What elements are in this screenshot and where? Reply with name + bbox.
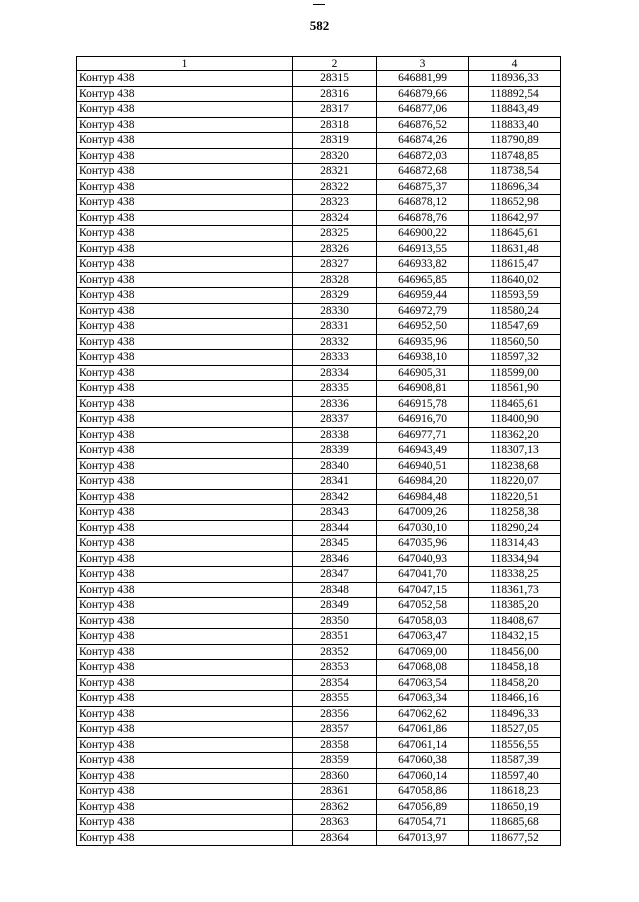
x-coordinate-cell: 646872,03 bbox=[377, 148, 469, 164]
y-coordinate-cell: 118527,05 bbox=[469, 722, 561, 738]
contour-name-cell: Контур 438 bbox=[77, 629, 293, 645]
contour-name-cell: Контур 438 bbox=[77, 551, 293, 567]
point-number-cell: 28323 bbox=[293, 195, 377, 211]
point-number-cell: 28346 bbox=[293, 551, 377, 567]
contour-name-cell: Контур 438 bbox=[77, 365, 293, 381]
y-coordinate-cell: 118560,50 bbox=[469, 334, 561, 350]
y-coordinate-cell: 118561,90 bbox=[469, 381, 561, 397]
y-coordinate-cell: 118650,19 bbox=[469, 799, 561, 815]
point-number-cell: 28345 bbox=[293, 536, 377, 552]
x-coordinate-cell: 647061,14 bbox=[377, 737, 469, 753]
y-coordinate-cell: 118361,73 bbox=[469, 582, 561, 598]
contour-name-cell: Контур 438 bbox=[77, 458, 293, 474]
y-coordinate-cell: 118362,20 bbox=[469, 427, 561, 443]
y-coordinate-cell: 118640,02 bbox=[469, 272, 561, 288]
point-number-cell: 28335 bbox=[293, 381, 377, 397]
contour-name-cell: Контур 438 bbox=[77, 830, 293, 846]
x-coordinate-cell: 647040,93 bbox=[377, 551, 469, 567]
table-row bbox=[77, 319, 561, 335]
contour-name-cell: Контур 438 bbox=[77, 644, 293, 660]
table-row bbox=[77, 195, 561, 211]
x-coordinate-cell: 647063,47 bbox=[377, 629, 469, 645]
point-number-cell: 28325 bbox=[293, 226, 377, 242]
y-coordinate-cell: 118642,97 bbox=[469, 210, 561, 226]
contour-name-cell: Контур 438 bbox=[77, 396, 293, 412]
table-row bbox=[77, 133, 561, 149]
table-row bbox=[77, 567, 561, 583]
y-coordinate-cell: 118338,25 bbox=[469, 567, 561, 583]
y-coordinate-cell: 118556,55 bbox=[469, 737, 561, 753]
y-coordinate-cell: 118593,59 bbox=[469, 288, 561, 304]
contour-name-cell: Контур 438 bbox=[77, 815, 293, 831]
x-coordinate-cell: 646879,66 bbox=[377, 86, 469, 102]
contour-name-cell: Контур 438 bbox=[77, 505, 293, 521]
table-row bbox=[77, 768, 561, 784]
contour-name-cell: Контур 438 bbox=[77, 303, 293, 319]
point-number-cell: 28357 bbox=[293, 722, 377, 738]
y-coordinate-cell: 118496,33 bbox=[469, 706, 561, 722]
point-number-cell: 28353 bbox=[293, 660, 377, 676]
table-row bbox=[77, 102, 561, 118]
table-row bbox=[77, 799, 561, 815]
y-coordinate-cell: 118597,32 bbox=[469, 350, 561, 366]
table-row bbox=[77, 722, 561, 738]
contour-name-cell: Контур 438 bbox=[77, 381, 293, 397]
point-number-cell: 28360 bbox=[293, 768, 377, 784]
table-row bbox=[77, 210, 561, 226]
contour-name-cell: Контур 438 bbox=[77, 334, 293, 350]
contour-name-cell: Контур 438 bbox=[77, 350, 293, 366]
point-number-cell: 28334 bbox=[293, 365, 377, 381]
contour-name-cell: Контур 438 bbox=[77, 164, 293, 180]
x-coordinate-cell: 646908,81 bbox=[377, 381, 469, 397]
x-coordinate-cell: 646965,85 bbox=[377, 272, 469, 288]
contour-name-cell: Контур 438 bbox=[77, 86, 293, 102]
y-coordinate-cell: 118790,89 bbox=[469, 133, 561, 149]
table-row bbox=[77, 505, 561, 521]
contour-name-cell: Контур 438 bbox=[77, 753, 293, 769]
table-row bbox=[77, 582, 561, 598]
point-number-cell: 28352 bbox=[293, 644, 377, 660]
point-number-cell: 28358 bbox=[293, 737, 377, 753]
contour-name-cell: Контур 438 bbox=[77, 722, 293, 738]
point-number-cell: 28321 bbox=[293, 164, 377, 180]
table-row bbox=[77, 830, 561, 846]
y-coordinate-cell: 118465,61 bbox=[469, 396, 561, 412]
coordinates-table bbox=[76, 56, 561, 846]
point-number-cell: 28327 bbox=[293, 257, 377, 273]
y-coordinate-cell: 118220,07 bbox=[469, 474, 561, 490]
point-number-cell: 28342 bbox=[293, 489, 377, 505]
x-coordinate-cell: 646878,76 bbox=[377, 210, 469, 226]
point-number-cell: 28361 bbox=[293, 784, 377, 800]
table-row bbox=[77, 303, 561, 319]
table-row bbox=[77, 272, 561, 288]
y-coordinate-cell: 118385,20 bbox=[469, 598, 561, 614]
contour-name-cell: Контур 438 bbox=[77, 195, 293, 211]
contour-name-cell: Контур 438 bbox=[77, 784, 293, 800]
contour-name-cell: Контур 438 bbox=[77, 768, 293, 784]
y-coordinate-cell: 118238,68 bbox=[469, 458, 561, 474]
point-number-cell: 28350 bbox=[293, 613, 377, 629]
x-coordinate-cell: 647058,86 bbox=[377, 784, 469, 800]
table-row bbox=[77, 536, 561, 552]
point-number-cell: 28333 bbox=[293, 350, 377, 366]
y-coordinate-cell: 118458,18 bbox=[469, 660, 561, 676]
y-coordinate-cell: 118652,98 bbox=[469, 195, 561, 211]
point-number-cell: 28359 bbox=[293, 753, 377, 769]
contour-name-cell: Контур 438 bbox=[77, 148, 293, 164]
y-coordinate-cell: 118307,13 bbox=[469, 443, 561, 459]
x-coordinate-cell: 647060,38 bbox=[377, 753, 469, 769]
x-coordinate-cell: 646875,37 bbox=[377, 179, 469, 195]
contour-name-cell: Контур 438 bbox=[77, 613, 293, 629]
y-coordinate-cell: 118220,51 bbox=[469, 489, 561, 505]
contour-name-cell: Контур 438 bbox=[77, 737, 293, 753]
x-coordinate-cell: 646938,10 bbox=[377, 350, 469, 366]
x-coordinate-cell: 647063,34 bbox=[377, 691, 469, 707]
y-coordinate-cell: 118892,54 bbox=[469, 86, 561, 102]
table-row bbox=[77, 226, 561, 242]
point-number-cell: 28343 bbox=[293, 505, 377, 521]
y-coordinate-cell: 118597,40 bbox=[469, 768, 561, 784]
point-number-cell: 28326 bbox=[293, 241, 377, 257]
point-number-cell: 28348 bbox=[293, 582, 377, 598]
table-body bbox=[77, 71, 561, 846]
y-coordinate-cell: 118748,85 bbox=[469, 148, 561, 164]
contour-name-cell: Контур 438 bbox=[77, 706, 293, 722]
point-number-cell: 28331 bbox=[293, 319, 377, 335]
point-number-cell: 28318 bbox=[293, 117, 377, 133]
table-row bbox=[77, 148, 561, 164]
y-coordinate-cell: 118400,90 bbox=[469, 412, 561, 428]
scan-mark bbox=[313, 4, 325, 5]
table-row bbox=[77, 396, 561, 412]
table-row bbox=[77, 613, 561, 629]
table-row bbox=[77, 753, 561, 769]
x-coordinate-cell: 646913,55 bbox=[377, 241, 469, 257]
y-coordinate-cell: 118458,20 bbox=[469, 675, 561, 691]
contour-name-cell: Контур 438 bbox=[77, 443, 293, 459]
point-number-cell: 28329 bbox=[293, 288, 377, 304]
x-coordinate-cell: 646877,06 bbox=[377, 102, 469, 118]
contour-name-cell: Контур 438 bbox=[77, 582, 293, 598]
table-row bbox=[77, 706, 561, 722]
y-coordinate-cell: 118677,52 bbox=[469, 830, 561, 846]
x-coordinate-cell: 647060,14 bbox=[377, 768, 469, 784]
point-number-cell: 28349 bbox=[293, 598, 377, 614]
table-row bbox=[77, 381, 561, 397]
point-number-cell: 28322 bbox=[293, 179, 377, 195]
contour-name-cell: Контур 438 bbox=[77, 319, 293, 335]
point-number-cell: 28324 bbox=[293, 210, 377, 226]
contour-name-cell: Контур 438 bbox=[77, 675, 293, 691]
contour-name-cell: Контур 438 bbox=[77, 257, 293, 273]
table-row bbox=[77, 551, 561, 567]
y-coordinate-cell: 118432,15 bbox=[469, 629, 561, 645]
table-row bbox=[77, 117, 561, 133]
x-coordinate-cell: 647030,10 bbox=[377, 520, 469, 536]
contour-name-cell: Контур 438 bbox=[77, 288, 293, 304]
point-number-cell: 28339 bbox=[293, 443, 377, 459]
point-number-cell: 28355 bbox=[293, 691, 377, 707]
x-coordinate-cell: 647061,86 bbox=[377, 722, 469, 738]
contour-name-cell: Контур 438 bbox=[77, 427, 293, 443]
table-row bbox=[77, 179, 561, 195]
point-number-cell: 28351 bbox=[293, 629, 377, 645]
y-coordinate-cell: 118314,43 bbox=[469, 536, 561, 552]
x-coordinate-cell: 646878,12 bbox=[377, 195, 469, 211]
x-coordinate-cell: 646900,22 bbox=[377, 226, 469, 242]
contour-name-cell: Контур 438 bbox=[77, 474, 293, 490]
y-coordinate-cell: 118456,00 bbox=[469, 644, 561, 660]
point-number-cell: 28347 bbox=[293, 567, 377, 583]
x-coordinate-cell: 646972,79 bbox=[377, 303, 469, 319]
table-row bbox=[77, 644, 561, 660]
y-coordinate-cell: 118936,33 bbox=[469, 71, 561, 87]
x-coordinate-cell: 646959,44 bbox=[377, 288, 469, 304]
point-number-cell: 28315 bbox=[293, 71, 377, 87]
contour-name-cell: Контур 438 bbox=[77, 272, 293, 288]
x-coordinate-cell: 646952,50 bbox=[377, 319, 469, 335]
point-number-cell: 28356 bbox=[293, 706, 377, 722]
table-row bbox=[77, 629, 561, 645]
contour-name-cell: Контур 438 bbox=[77, 241, 293, 257]
point-number-cell: 28344 bbox=[293, 520, 377, 536]
x-coordinate-cell: 646876,52 bbox=[377, 117, 469, 133]
contour-name-cell: Контур 438 bbox=[77, 133, 293, 149]
x-coordinate-cell: 646915,78 bbox=[377, 396, 469, 412]
table-row bbox=[77, 71, 561, 87]
contour-name-cell: Контур 438 bbox=[77, 598, 293, 614]
x-coordinate-cell: 647009,26 bbox=[377, 505, 469, 521]
point-number-cell: 28317 bbox=[293, 102, 377, 118]
y-coordinate-cell: 118833,40 bbox=[469, 117, 561, 133]
x-coordinate-cell: 647035,96 bbox=[377, 536, 469, 552]
point-number-cell: 28341 bbox=[293, 474, 377, 490]
y-coordinate-cell: 118738,54 bbox=[469, 164, 561, 180]
x-coordinate-cell: 647054,71 bbox=[377, 815, 469, 831]
point-number-cell: 28338 bbox=[293, 427, 377, 443]
x-coordinate-cell: 646933,82 bbox=[377, 257, 469, 273]
point-number-cell: 28354 bbox=[293, 675, 377, 691]
point-number-cell: 28363 bbox=[293, 815, 377, 831]
contour-name-cell: Контур 438 bbox=[77, 117, 293, 133]
contour-name-cell: Контур 438 bbox=[77, 799, 293, 815]
table-row bbox=[77, 164, 561, 180]
column-header-4: 4 bbox=[469, 57, 561, 71]
y-coordinate-cell: 118615,47 bbox=[469, 257, 561, 273]
table-row bbox=[77, 412, 561, 428]
point-number-cell: 28320 bbox=[293, 148, 377, 164]
x-coordinate-cell: 646916,70 bbox=[377, 412, 469, 428]
y-coordinate-cell: 118290,24 bbox=[469, 520, 561, 536]
table-row bbox=[77, 784, 561, 800]
table-row bbox=[77, 86, 561, 102]
x-coordinate-cell: 646977,71 bbox=[377, 427, 469, 443]
table-header-row bbox=[77, 57, 561, 71]
point-number-cell: 28319 bbox=[293, 133, 377, 149]
x-coordinate-cell: 647056,89 bbox=[377, 799, 469, 815]
x-coordinate-cell: 647047,15 bbox=[377, 582, 469, 598]
contour-name-cell: Контур 438 bbox=[77, 691, 293, 707]
contour-name-cell: Контур 438 bbox=[77, 412, 293, 428]
x-coordinate-cell: 646984,20 bbox=[377, 474, 469, 490]
table-row bbox=[77, 443, 561, 459]
point-number-cell: 28364 bbox=[293, 830, 377, 846]
point-number-cell: 28337 bbox=[293, 412, 377, 428]
y-coordinate-cell: 118408,67 bbox=[469, 613, 561, 629]
y-coordinate-cell: 118547,69 bbox=[469, 319, 561, 335]
y-coordinate-cell: 118631,48 bbox=[469, 241, 561, 257]
table-row bbox=[77, 474, 561, 490]
point-number-cell: 28328 bbox=[293, 272, 377, 288]
contour-name-cell: Контур 438 bbox=[77, 660, 293, 676]
y-coordinate-cell: 118258,38 bbox=[469, 505, 561, 521]
x-coordinate-cell: 646940,51 bbox=[377, 458, 469, 474]
contour-name-cell: Контур 438 bbox=[77, 71, 293, 87]
y-coordinate-cell: 118645,61 bbox=[469, 226, 561, 242]
table-row bbox=[77, 660, 561, 676]
x-coordinate-cell: 646984,48 bbox=[377, 489, 469, 505]
contour-name-cell: Контур 438 bbox=[77, 489, 293, 505]
table-row bbox=[77, 737, 561, 753]
contour-name-cell: Контур 438 bbox=[77, 226, 293, 242]
contour-name-cell: Контур 438 bbox=[77, 520, 293, 536]
table-row bbox=[77, 241, 561, 257]
x-coordinate-cell: 647013,97 bbox=[377, 830, 469, 846]
x-coordinate-cell: 647063,54 bbox=[377, 675, 469, 691]
y-coordinate-cell: 118580,24 bbox=[469, 303, 561, 319]
y-coordinate-cell: 118599,00 bbox=[469, 365, 561, 381]
contour-name-cell: Контур 438 bbox=[77, 210, 293, 226]
x-coordinate-cell: 646905,31 bbox=[377, 365, 469, 381]
contour-name-cell: Контур 438 bbox=[77, 102, 293, 118]
point-number-cell: 28362 bbox=[293, 799, 377, 815]
y-coordinate-cell: 118587,39 bbox=[469, 753, 561, 769]
x-coordinate-cell: 647052,58 bbox=[377, 598, 469, 614]
y-coordinate-cell: 118618,23 bbox=[469, 784, 561, 800]
x-coordinate-cell: 646872,68 bbox=[377, 164, 469, 180]
table-row bbox=[77, 257, 561, 273]
x-coordinate-cell: 647069,00 bbox=[377, 644, 469, 660]
table-row bbox=[77, 365, 561, 381]
page-number: 582 bbox=[309, 18, 330, 33]
y-coordinate-cell: 118466,16 bbox=[469, 691, 561, 707]
x-coordinate-cell: 646874,26 bbox=[377, 133, 469, 149]
point-number-cell: 28316 bbox=[293, 86, 377, 102]
y-coordinate-cell: 118685,68 bbox=[469, 815, 561, 831]
table-row bbox=[77, 691, 561, 707]
x-coordinate-cell: 646881,99 bbox=[377, 71, 469, 87]
table-row bbox=[77, 520, 561, 536]
x-coordinate-cell: 647062,62 bbox=[377, 706, 469, 722]
table-row bbox=[77, 489, 561, 505]
column-header-2: 2 bbox=[293, 57, 377, 71]
table-row bbox=[77, 427, 561, 443]
point-number-cell: 28340 bbox=[293, 458, 377, 474]
column-header-3: 3 bbox=[377, 57, 469, 71]
y-coordinate-cell: 118334,94 bbox=[469, 551, 561, 567]
table-row bbox=[77, 598, 561, 614]
table-row bbox=[77, 815, 561, 831]
x-coordinate-cell: 647058,03 bbox=[377, 613, 469, 629]
x-coordinate-cell: 646935,96 bbox=[377, 334, 469, 350]
point-number-cell: 28330 bbox=[293, 303, 377, 319]
contour-name-cell: Контур 438 bbox=[77, 536, 293, 552]
x-coordinate-cell: 646943,49 bbox=[377, 443, 469, 459]
point-number-cell: 28332 bbox=[293, 334, 377, 350]
y-coordinate-cell: 118696,34 bbox=[469, 179, 561, 195]
table-row bbox=[77, 458, 561, 474]
x-coordinate-cell: 647041,70 bbox=[377, 567, 469, 583]
contour-name-cell: Контур 438 bbox=[77, 179, 293, 195]
table-row bbox=[77, 334, 561, 350]
x-coordinate-cell: 647068,08 bbox=[377, 660, 469, 676]
table-row bbox=[77, 288, 561, 304]
contour-name-cell: Контур 438 bbox=[77, 567, 293, 583]
column-header-1: 1 bbox=[77, 57, 293, 71]
point-number-cell: 28336 bbox=[293, 396, 377, 412]
y-coordinate-cell: 118843,49 bbox=[469, 102, 561, 118]
table-row bbox=[77, 675, 561, 691]
table-row bbox=[77, 350, 561, 366]
